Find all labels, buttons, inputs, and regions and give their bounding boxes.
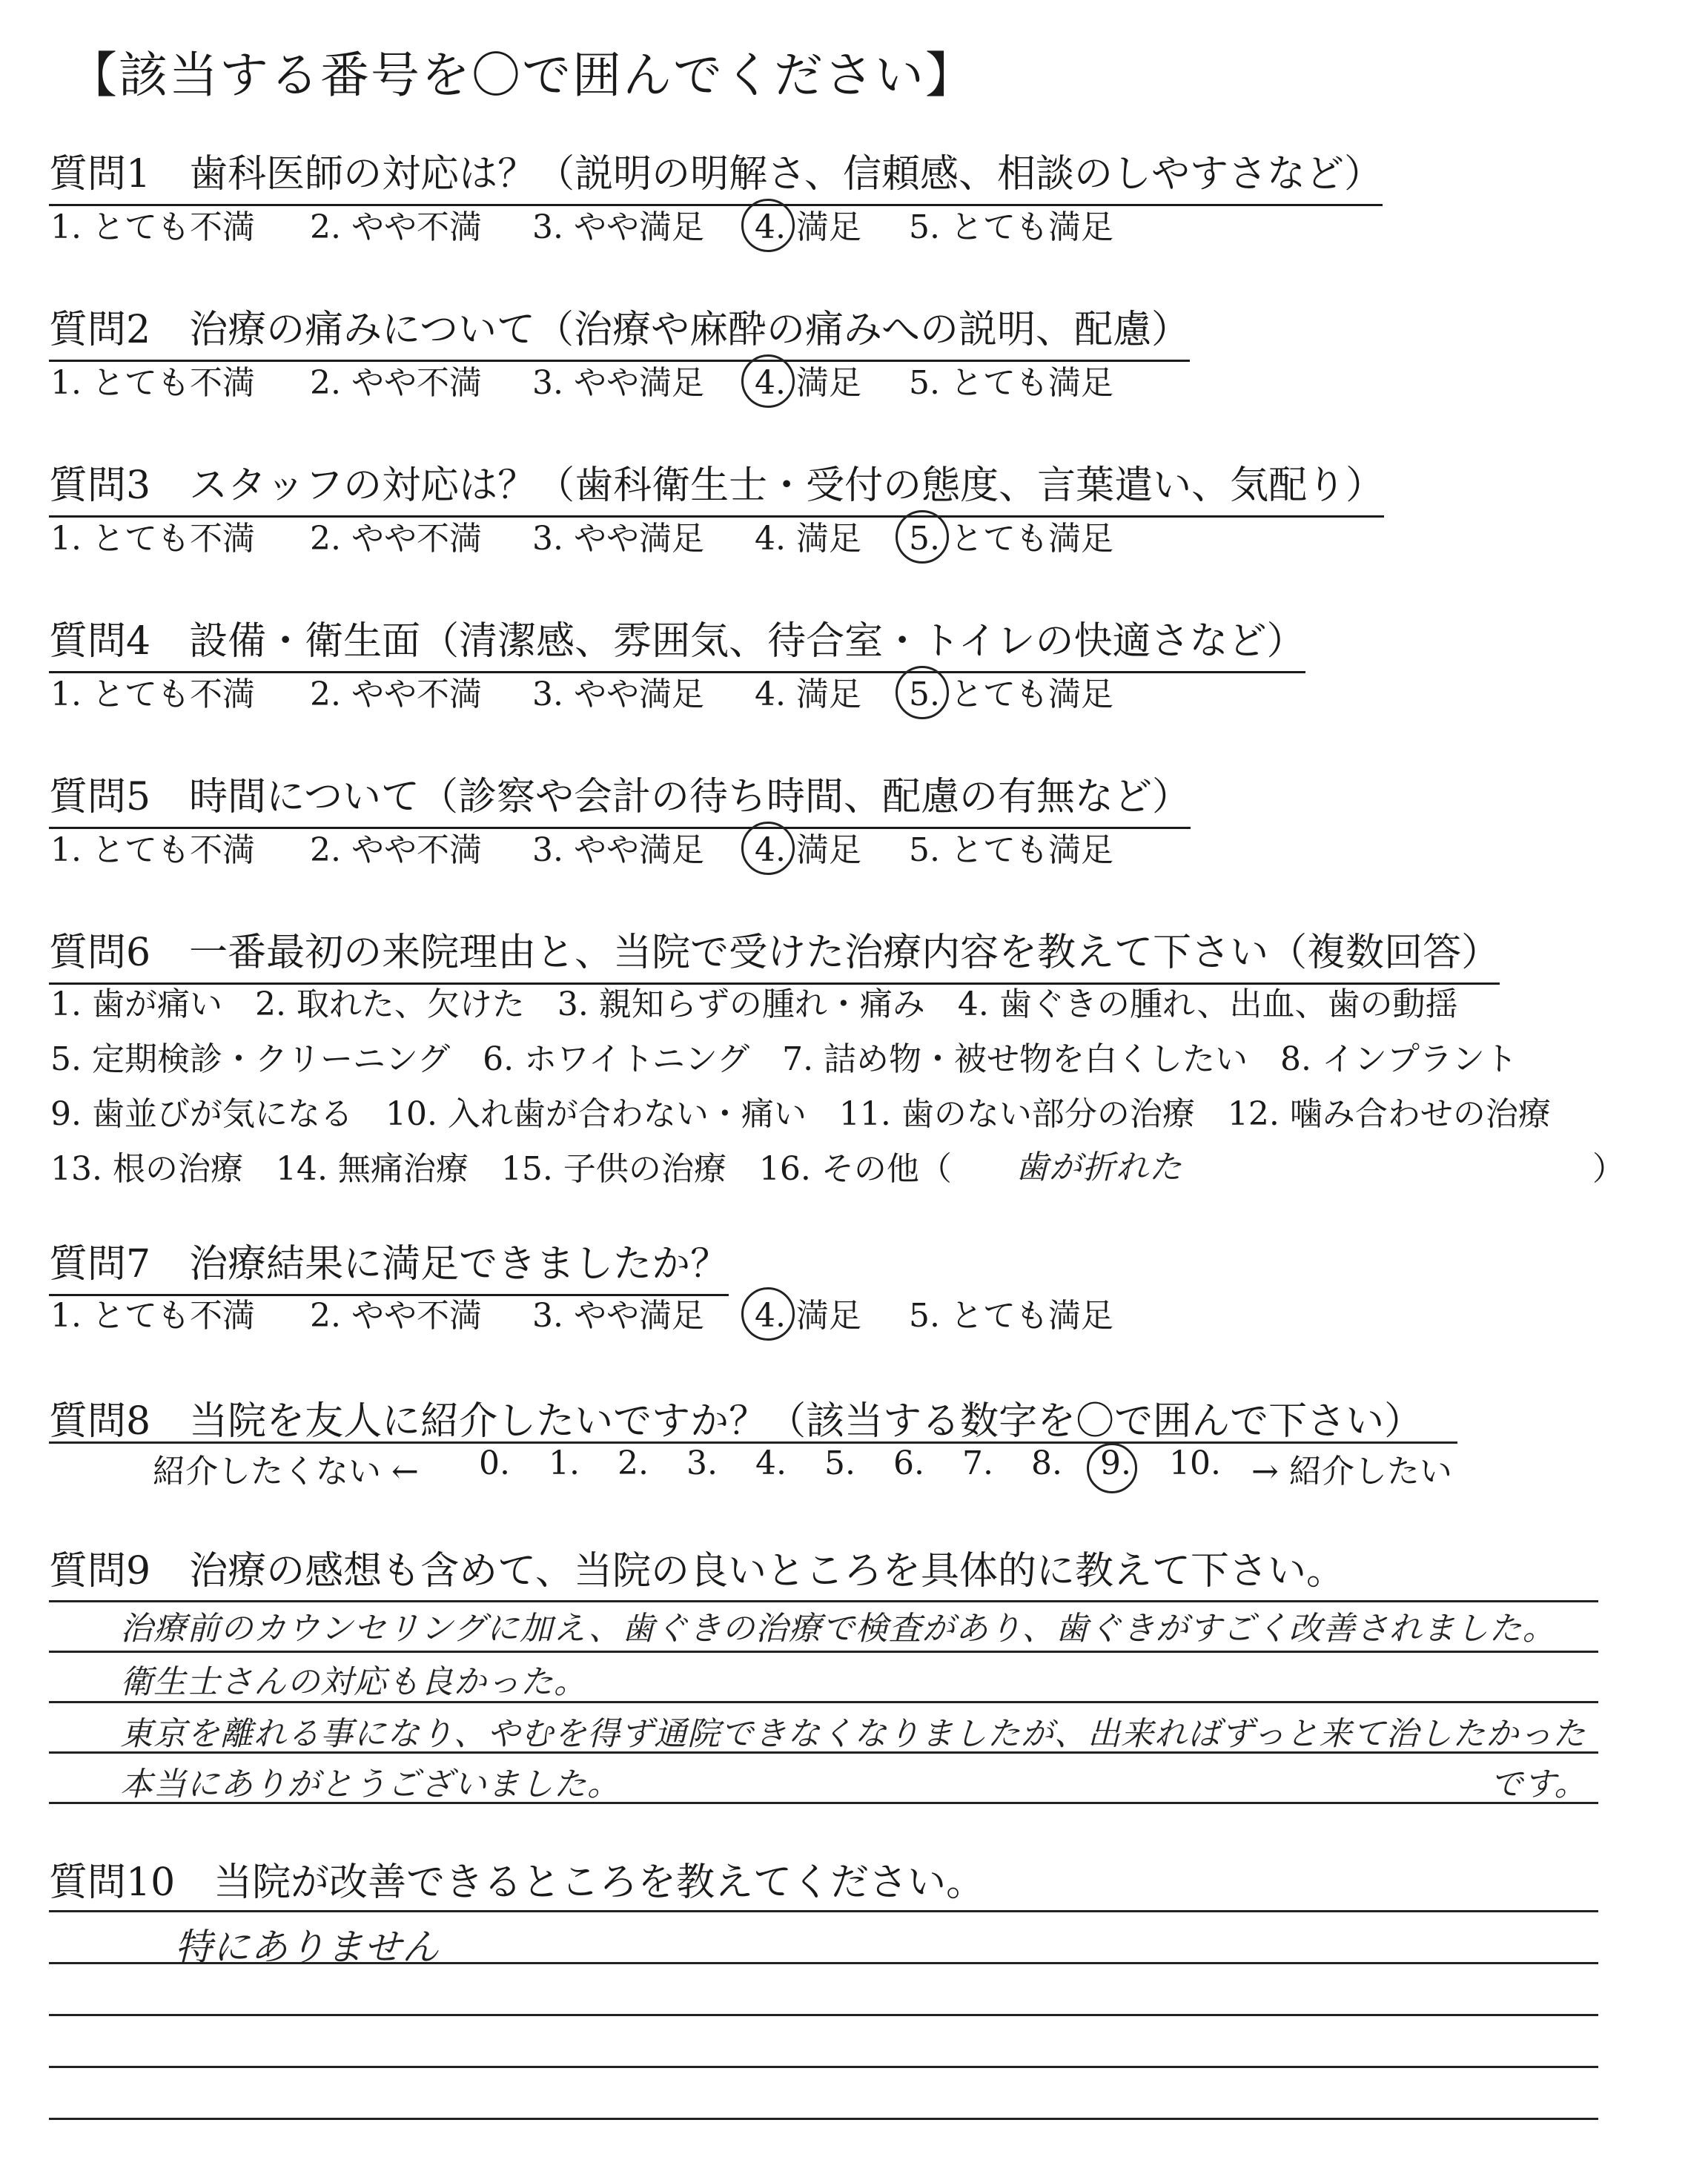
q3-title: 質問3 スタッフの対応は？（歯科衛生士・受付の態度、言葉遣い、気配り）: [49, 454, 1384, 518]
q1-option-1[interactable]: 1. とても不満: [50, 208, 255, 246]
q4-title: 質問4 設備・衛生面（清潔感、雰囲気、待合室・トイレの快適さなど）: [49, 610, 1305, 673]
q6-options-row-4[interactable]: 13. 根の治療 14. 無痛治療 15. 子供の治療 16. その他（: [50, 1150, 952, 1188]
q10-answer-line-4: [49, 2066, 1598, 2068]
q4-option-3[interactable]: 3. やや満足: [532, 676, 704, 713]
q8-scale-9[interactable]: 9.: [1100, 1444, 1131, 1482]
q2-option-1[interactable]: 1. とても不満: [50, 364, 255, 402]
q8-scale-7[interactable]: 7.: [962, 1444, 993, 1482]
q3-option-3[interactable]: 3. やや満足: [532, 520, 704, 558]
q2-title: 質問2 治療の痛みについて（治療や麻酔の痛みへの説明、配慮）: [49, 298, 1190, 362]
q4-option-4[interactable]: 4. 満足: [755, 676, 861, 713]
q5-option-3[interactable]: 3. やや満足: [532, 831, 704, 869]
q8-scale-1[interactable]: 1.: [549, 1444, 580, 1482]
q4-option-2[interactable]: 2. やや不満: [310, 676, 482, 713]
q8-title-underline: [49, 1441, 1457, 1444]
q7-option-4[interactable]: 4. 満足: [755, 1297, 861, 1335]
q2-option-5[interactable]: 5. とても満足: [909, 364, 1113, 402]
q8-right-label: → 紹介したい: [1251, 1453, 1452, 1490]
q10-answer-line-3: [49, 2014, 1598, 2016]
q1-option-2[interactable]: 2. やや不満: [310, 208, 482, 246]
q8-scale-2[interactable]: 2.: [618, 1444, 649, 1482]
q8-left-label: 紹介したくない ←: [153, 1453, 419, 1490]
q10-title: 質問10 当院が改善できるところを教えてください。: [49, 1860, 985, 1905]
q6-other-close-paren: ）: [1592, 1150, 1625, 1188]
q7-option-1[interactable]: 1. とても不満: [50, 1297, 255, 1335]
q1-option-3[interactable]: 3. やや満足: [532, 208, 704, 246]
q9-answer-text-3[interactable]: 東京を離れる事になり、やむを得ず通院できなくなりましたが、出来ればずっと来て治したかった: [120, 1715, 1586, 1753]
q6-other-answer[interactable]: 歯が折れた: [1016, 1149, 1182, 1186]
q8-scale-4[interactable]: 4.: [755, 1444, 787, 1482]
q4-option-1[interactable]: 1. とても不満: [50, 676, 255, 713]
q9-answer-text-4[interactable]: 本当にありがとうございました。: [120, 1766, 620, 1803]
q2-option-2[interactable]: 2. やや不満: [310, 364, 482, 402]
q2-option-3[interactable]: 3. やや満足: [532, 364, 704, 402]
q3-option-2[interactable]: 2. やや不満: [310, 520, 482, 558]
q1-option-4[interactable]: 4. 満足: [755, 208, 861, 246]
q7-option-3[interactable]: 3. やや満足: [532, 1297, 704, 1335]
q4-option-5[interactable]: 5. とても満足: [909, 676, 1113, 713]
q2-selected-circle: [741, 354, 795, 408]
q9-answer-text-2[interactable]: 衛生士さんの対応も良かった。: [120, 1663, 587, 1701]
q10-answer-text[interactable]: 特にありません: [175, 1926, 440, 1969]
q6-options-row-1[interactable]: 1. 歯が痛い 2. 取れた、欠けた 3. 親知らずの腫れ・痛み 4. 歯ぐきの腫れ、出血、歯の動揺: [50, 985, 1458, 1023]
q8-title: 質問8 当院を友人に紹介したいですか？（該当する数字を〇で囲んで下さい）: [49, 1399, 1423, 1444]
q3-option-5[interactable]: 5. とても満足: [909, 520, 1113, 558]
q5-option-2[interactable]: 2. やや不満: [310, 831, 482, 869]
q8-scale-10[interactable]: 10.: [1169, 1444, 1221, 1482]
q1-title: 質問1 歯科医師の対応は？（説明の明解さ、信頼感、相談のしやすさなど）: [49, 142, 1383, 206]
q6-options-row-3[interactable]: 9. 歯並びが気になる 10. 入れ歯が合わない・痛い 11. 歯のない部分の治療 12. 噛み合わせの治療: [50, 1095, 1551, 1133]
q7-option-5[interactable]: 5. とても満足: [909, 1297, 1113, 1335]
q8-scale-6[interactable]: 6.: [893, 1444, 924, 1482]
q9-answer-line-2: [49, 1651, 1598, 1653]
form-header: 【該当する番号を〇で囲んでください】: [68, 47, 976, 104]
q5-option-1[interactable]: 1. とても不満: [50, 831, 255, 869]
q8-scale-8[interactable]: 8.: [1031, 1444, 1062, 1482]
q9-title: 質問9 治療の感想も含めて、当院の良いところを具体的に教えて下さい。: [49, 1549, 1345, 1593]
q5-option-5[interactable]: 5. とても満足: [909, 831, 1113, 869]
q8-scale-0[interactable]: 0.: [479, 1444, 510, 1482]
q6-title: 質問6 一番最初の来院理由と、当院で受けた治療内容を教えて下さい（複数回答）: [49, 921, 1500, 985]
q6-options-row-2[interactable]: 5. 定期検診・クリーニング 6. ホワイトニング 7. 詰め物・被せ物を白くしたい 8. インプラント: [50, 1040, 1518, 1078]
q1-selected-circle: [741, 199, 795, 252]
q3-option-4[interactable]: 4. 満足: [755, 520, 861, 558]
q8-scale-5[interactable]: 5.: [824, 1444, 855, 1482]
q1-option-5[interactable]: 5. とても満足: [909, 208, 1113, 246]
q7-selected-circle: [741, 1287, 795, 1341]
q3-selected-circle: [896, 510, 949, 564]
q7-option-2[interactable]: 2. やや不満: [310, 1297, 482, 1335]
q5-selected-circle: [741, 822, 795, 875]
q3-option-1[interactable]: 1. とても不満: [50, 520, 255, 558]
q7-title: 質問7 治療結果に満足できましたか？: [49, 1232, 729, 1296]
q8-scale-3[interactable]: 3.: [686, 1444, 718, 1482]
q10-answer-line-5: [49, 2118, 1598, 2120]
q8-selected-circle: [1087, 1443, 1137, 1493]
q5-option-4[interactable]: 4. 満足: [755, 831, 861, 869]
q2-option-4[interactable]: 4. 満足: [755, 364, 861, 402]
q5-title: 質問5 時間について（診察や会計の待ち時間、配慮の有無など）: [49, 765, 1191, 829]
q4-selected-circle: [896, 666, 949, 719]
q9-answer-text-1[interactable]: 治療前のカウンセリングに加え、歯ぐきの治療で検査があり、歯ぐきがすごく改善されました。: [120, 1610, 1556, 1648]
q9-answer-text-5[interactable]: です。: [1490, 1766, 1588, 1803]
q10-answer-line-1: [49, 1910, 1598, 1912]
